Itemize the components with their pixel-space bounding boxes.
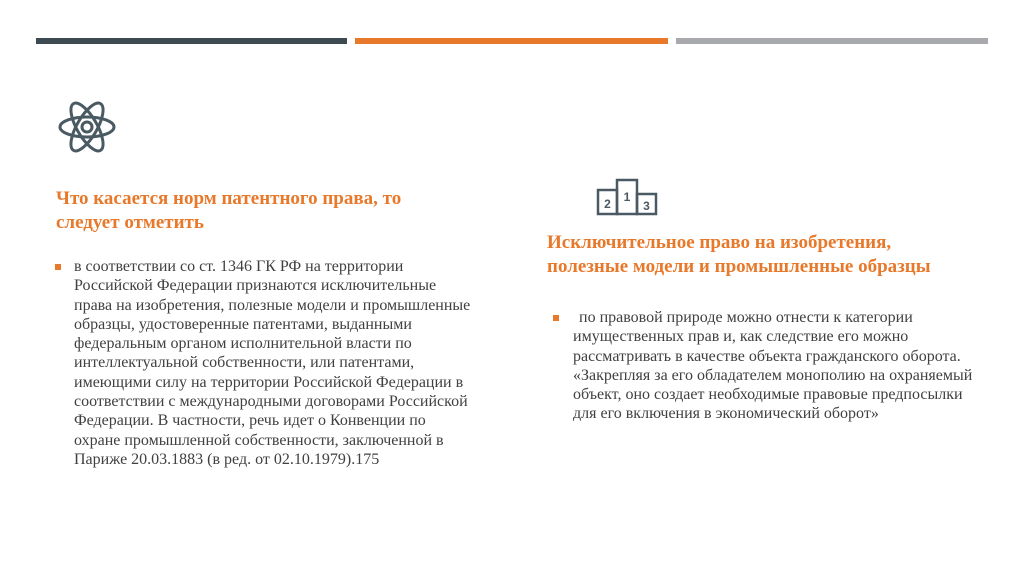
left-bullet <box>55 264 61 270</box>
right-heading: Исключительное право на изобретения, полезные модели и промышленные образцы <box>547 232 931 277</box>
right-bullet <box>553 315 559 321</box>
right-body-text: по правовой природе можно отнести к категории имущественных прав и, как следствие его можно рассматривать в качестве объекта гражданского оборота. «Закрепляя за его обладателем монополию на охраняемый объект, оно создает необходимые правовые предпосылки для его включения в экономический оборот» <box>573 309 973 423</box>
top-bar-orange <box>355 38 668 44</box>
left-heading: Что касается норм патентного права, то следует отметить <box>56 188 402 233</box>
atom-icon <box>56 96 118 158</box>
podium-label-1: 1 <box>623 190 631 204</box>
podium-label-2: 2 <box>604 197 611 211</box>
top-bar-gray <box>676 38 988 44</box>
left-body-text: в соответствии со ст. 1346 ГК РФ на территории Российской Федерации признаются исключительные права на изобретения, полезные модели и промышленные образцы, удостоверенные патентами, выданными федеральным органом исполнительной власти по интеллектуальной собственности, или патентами, имеющими силу на территории Российской Федерации в соответствии с международными договорами Российской Федерации. В частности, речь идет о Конвенции по охране промышленной собственности, заключенной в Париже 20.03.1883 (в ред. от 02.10.1979).175 <box>74 258 471 468</box>
podium-icon <box>596 174 658 216</box>
podium-label-3: 3 <box>643 199 650 213</box>
top-bar-dark <box>36 38 347 44</box>
